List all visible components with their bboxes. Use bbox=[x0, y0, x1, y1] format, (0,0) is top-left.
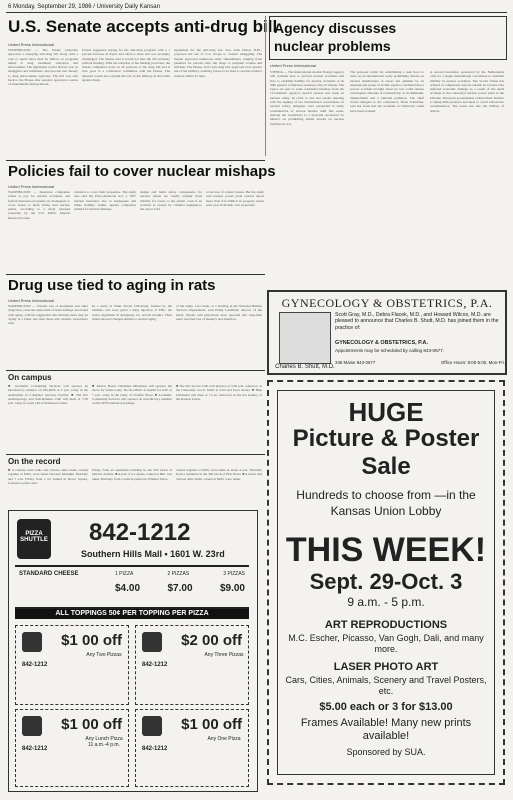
poster-laser-heading: LASER PHOTO ART bbox=[333, 661, 439, 673]
headline-senate: U.S. Senate accepts anti-drug bill bbox=[8, 17, 278, 36]
menu-sizes: 1 PIZZA 2 PIZZAS 3 PIZZAS bbox=[115, 571, 245, 577]
text-senate-col3: equipment for the anti-drug war. Sen. Alan Dixon, D-Ill., proposed the use of U.S. troops to combat smuggling. The Senate approved numerous other amendments, ranging from penalties for persons who sell drugs to pregnant women and children. The House, in its anti-drug bill, approved even greater use of the military, ordering troops to be used to seal the nation's borders within 45 days. bbox=[174, 48, 262, 78]
byline-agency: United Press International bbox=[270, 63, 317, 68]
poster-sale: Sale bbox=[361, 453, 411, 480]
poster-this-week: THIS WEEK! bbox=[285, 531, 487, 569]
text-policies-col3: design and build safety components for nuclear plants are totally exempt from liability for losses to the public, even if an accident is caused by criminal negligence, the report said. bbox=[140, 190, 202, 212]
gyn-address: 346 Maine 843-0677 bbox=[335, 360, 376, 365]
coupon-logo bbox=[142, 716, 162, 736]
coupon-logo bbox=[22, 632, 42, 652]
pizza-shuttle-logo bbox=[17, 519, 51, 559]
coupon-logo bbox=[142, 632, 162, 652]
agency-headline-box bbox=[269, 16, 507, 60]
coupon-desc: Any Lunch Pizza 11 a.m.-4 p.m. bbox=[85, 736, 123, 748]
coupon-phone: 842-1212 bbox=[142, 746, 168, 752]
coupon-three-pizzas[interactable] bbox=[135, 625, 249, 705]
coupon-logo bbox=[22, 716, 42, 736]
poster-huge: HUGE bbox=[348, 397, 424, 427]
coupon-desc: Any One Pizza bbox=[207, 736, 241, 742]
text-campus-col1: ■ Academic Computing Services will sponsor an introductory seminar on MS-DOS at 2 p.m. today in the auditorium of Computer Services Facility. ■ The KU Anthropology and Self-Defense Club will meet at 7:30 p.m. today in room 146 of Robinson Center. bbox=[8, 384, 88, 406]
coupon-two-pizzas[interactable] bbox=[15, 625, 129, 705]
poster-dates: Sept. 29-Oct. 3 bbox=[309, 569, 463, 594]
pizza-phone: 842-1212 bbox=[89, 519, 191, 546]
poster-picture-poster: Picture & Poster bbox=[292, 425, 480, 452]
text-record-col2: Friday from an apartment building in the 500 block of Ontario Avenue. ■ A pair of ice skates, valued at $60, was taken Thursday from a vehicle parked in Windsor Place. bbox=[92, 468, 172, 481]
text-senate-col2: Events suggested paying for the anti-drug program with a 1 percent increase in liquor and tobacco taxes and was promptly challenged. The Senate said it would not take the bill seriously without funding. With the adoption of the funding provision, the Senate completed work on all portions of the drug bill and it now goes to a conference committee with the House. The measure would also expand the role of the military in the battle against drugs. bbox=[82, 48, 170, 83]
byline-drug: United Press International bbox=[8, 298, 55, 303]
coupon-phone: 842-1212 bbox=[142, 662, 168, 668]
pizza-location: Southern Hills Mall • 1601 W. 23rd bbox=[81, 549, 225, 559]
text-record-col3: valued together at $160, were taken at about 4 p.m. Thursday from a residence in the 300 block of Elm Street. ■ A stereo and various other items, valued at $285, were taken. bbox=[176, 468, 262, 481]
gyn-title: GYNECOLOGY & OBSTETRICS, P.A. bbox=[281, 296, 493, 310]
gynecology-ad bbox=[267, 290, 507, 375]
poster-frames: Frames Available! Many new prints available! bbox=[300, 717, 472, 742]
gyn-announcement: Scott Gray, M.D., Debra Flacek, M.D., and Howard Wilcox, M.D. are pleased to announce that Charles B. Shutt, M.D. has joined them in the practice of: bbox=[335, 312, 499, 331]
coupon-one-pizza[interactable] bbox=[135, 709, 249, 787]
poster-subtitle: Hundreds to choose from —in the Kansas Union Lobby bbox=[296, 488, 476, 518]
pizza-shuttle-ad bbox=[8, 510, 258, 792]
coupon-amount: $1 00 off bbox=[61, 632, 122, 649]
poster-price: $5.00 each or 3 for $13.00 bbox=[319, 701, 453, 713]
doctor-caption: Charles B. Shutt, M.D. bbox=[275, 364, 335, 370]
poster-hours: 9 a.m. - 5 p.m. bbox=[347, 595, 425, 609]
pizza-menu-table bbox=[15, 565, 249, 609]
gyn-appointments: Appointments may be scheduled by calling 843-0677. bbox=[335, 348, 445, 353]
coupon-phone: 842-1212 bbox=[22, 662, 48, 668]
section-on-campus: On campus bbox=[8, 373, 52, 382]
top-rule bbox=[6, 12, 507, 13]
text-policies-col1: WASHINGTON — Insurance companies refuse to pay for nuclear accidents, and federal insurance programs are inadequate to cover losses to those living near nuclear plants, according to a study released yesterday by the U.S. Public Interest Research Group. bbox=[8, 190, 70, 220]
coupon-phone: 842-1212 bbox=[22, 746, 48, 752]
text-drug-col3: of the study. Last week, at a briefing at the National Human Services Department, said Philip Landfield, director of the study. Snyder said physicians have reported that long-time users reported loss of memory and attention. bbox=[176, 304, 262, 321]
headline-agency: Agency discusses bbox=[274, 20, 397, 36]
rule-record bbox=[6, 454, 265, 455]
poster-art-artists: M.C. Escher, Picasso, Van Gogh, Dali, and many more. bbox=[288, 633, 484, 654]
coupon-amount: $2 00 off bbox=[181, 632, 242, 649]
headline-drug: Drug use tied to aging in rats bbox=[8, 277, 216, 294]
gyn-practice-name: GYNECOLOGY & OBSTETRICS, P.A. bbox=[335, 340, 428, 346]
poster-art-heading: ART REPRODUCTIONS bbox=[324, 619, 448, 631]
text-drug-col1: WASHINGTON — Chronic use of marijuana and other drugs may cause the same kind of brain damage associated with aging, with the suggestion that habitual users may be 'aging' at a faster rate than those who abstain, researchers said. bbox=[8, 304, 88, 326]
pizza-toppings-banner: ALL TOPPINGS 50¢ PER TOPPING PER PIZZA bbox=[15, 609, 249, 619]
rule-campus bbox=[6, 370, 265, 371]
section-on-the-record: On the record bbox=[8, 457, 61, 466]
byline-senate: United Press International bbox=[8, 42, 55, 47]
coupon-amount: $1 00 off bbox=[61, 716, 122, 733]
menu-prices: $4.00 $7.00 $9.00 bbox=[115, 583, 245, 594]
headline-agency-line2: nuclear problems bbox=[274, 38, 391, 54]
poster-laser-subjects: Cars, Cities, Animals, Scenery and Travel Posters, etc. bbox=[285, 675, 487, 696]
poster-inner-frame bbox=[277, 390, 495, 775]
headline-policies: Policies fail to cover nuclear mishaps bbox=[8, 163, 276, 180]
coupon-lunch-pizza[interactable] bbox=[15, 709, 129, 787]
coupon-desc: Any Three Pizzas bbox=[204, 652, 244, 658]
coupon-desc: Any Two Pizzas bbox=[86, 652, 122, 658]
byline-policies: United Press International bbox=[8, 184, 55, 189]
text-policies-col2: variance to cover their properties. The study also said the Price-Anderson Act, a 1957 nuclear insurance law, is inadequate and limits liability claims against companies blamed for nuclear mishaps. bbox=[74, 190, 136, 212]
rule-drug bbox=[6, 274, 265, 275]
page-folio: 6 Monday, September 29, 1986 / University Daily Kansan bbox=[8, 4, 160, 10]
poster-sponsor: Sponsored by SUA. bbox=[346, 747, 426, 757]
menu-standard-cheese: STANDARD CHEESE bbox=[19, 571, 79, 577]
poster-sale-ad bbox=[267, 380, 505, 785]
coupon-amount: $1 00 off bbox=[181, 716, 242, 733]
text-record-col1: ■ A citizens band radio and various other items, valued together at $395, were taken between midnight Thursday and 7 a.m. Friday from a car parked in Dover Square, Lawrence police said. bbox=[8, 468, 88, 485]
pizza-logo-text: PIZZA SHUTTLE bbox=[20, 531, 48, 543]
text-agency-col3: A second resolution sponsored by the Netherlands calls for a single international convention to establish liability in nuclear accidents. The Soviet Union has refused to compensate anyone outside its borders who suffered economic damage as a result of the April accident at the Chernobyl nuclear power plant in the Ukraine. European governments ordered their farmers to dump milk products and meat to avoid radioactive contamination. The losses run into the billions of dollars. bbox=[430, 70, 504, 113]
gyn-office-hours: Office Hours: 9:00-5:00, Mon-Fri. bbox=[440, 360, 505, 365]
text-campus-col2: ■ Mortar Board Christmas Ministries will sponsor the move for beans today. 'Rock-a-Bulb' A benefit for GaF, at 7 p.m. today in the lobby of Stouffer Place. ■ Academic Computing Services will sponsor an introductory seminar on the SPSS statistical package. bbox=[92, 384, 172, 406]
text-senate-col1: WASHINGTON — The Senate yesterday approved a sweeping anti-drug bill along with a vote to spend more than $1 billion on programs aimed at drug treatment, education and enforcement. The legislation would declare war on smugglers and traffickers, and provide new money to drug enforcement agencies. The bill was sent back to the House after senators approved a series of amendments during debate. bbox=[8, 48, 78, 87]
text-agency-col2: The proposal called for establishing a task force to draw up an international treaty prohibiting attacks on nuclear installations. A report last summer by an international group of atomic experts concluded that a reactor accident brought about by war could release catastrophic amounts of radioactivity, as its minimum, displacement and a national pollution. The chief Soviet delegate to the conference, Boris Scherbina, said last week that the accidents at Chernobyl could have been avoided. bbox=[350, 70, 424, 113]
text-campus-col3: ■ The KU Soccer Club will practice at 5:30 p.m. tomorrow at the University soccer fields at 23rd and Iowa streets. ■ Blue Unlimited will meet at 7 p.m. tomorrow in the Art Gallery of the Kansas Union. bbox=[176, 384, 262, 401]
text-policies-col4: cover loss of contact lenses. But the study said nuclear power plant owners report more than $14 million in property losses each year from their own properties. bbox=[206, 190, 264, 207]
rule-policies bbox=[6, 160, 265, 161]
column-rule bbox=[265, 16, 266, 156]
text-agency-col1: VIENNA — The International Atomic Energy Agency will consider how to prevent nuclear accidents and how to establish liability for nuclear accidents at its 30th general conference opening today in Vienna. The topics are part of some scheduled business from the 113-member agency's special session last week on nuclear safety. In order to test last week's meeting with the signing of two international conventions on nuclear safety, delegates were persuaded to delay consideration of several matters until this week. Among the resolutions is a proposal sponsored by Mexico on prohibiting armed attacks on nuclear facilities in war. bbox=[270, 70, 344, 126]
doctor-photo bbox=[279, 312, 331, 364]
text-drug-col2: In a study at Wake Forest University, funded by the institute, rats were given a daily injection of THC, the active ingredient in marijuana, for several months. Their brains showed changes similar to normal aging. bbox=[92, 304, 172, 321]
